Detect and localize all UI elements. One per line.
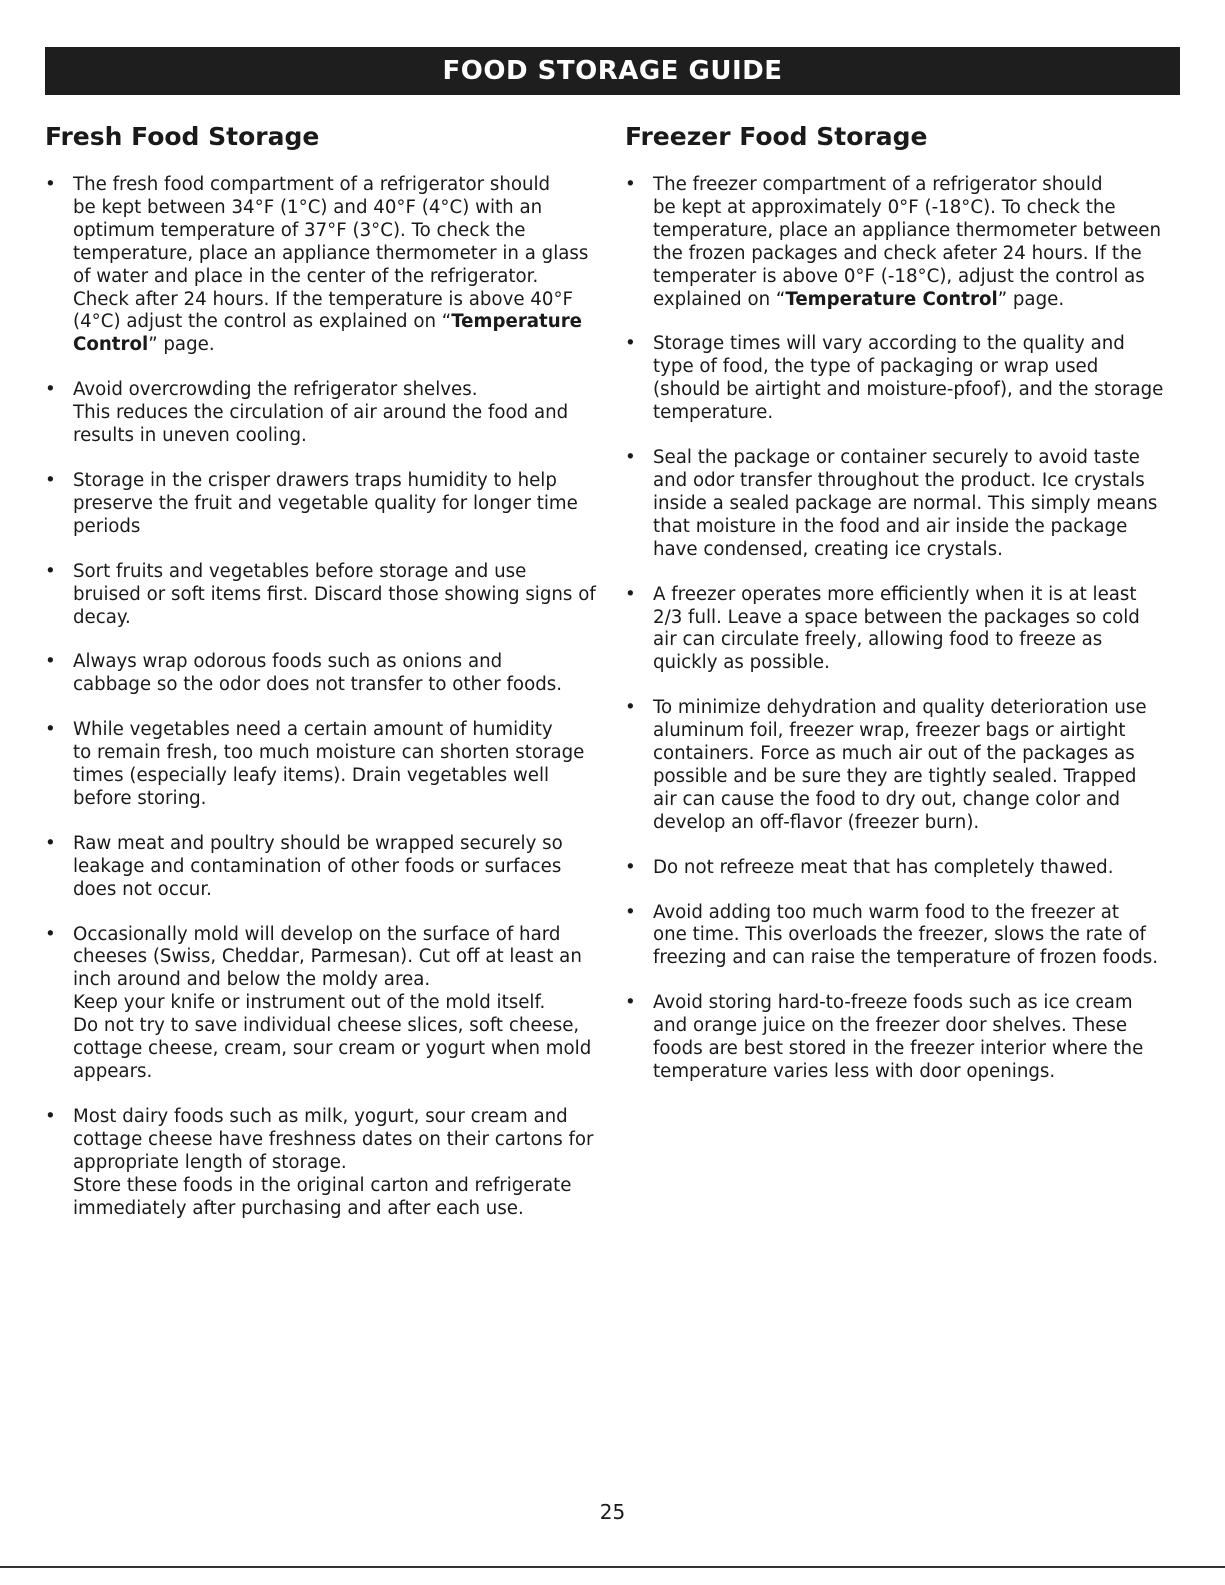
freezer-food-list — [625, 174, 1180, 1084]
freezer-food-heading: Freezer Food Storage — [625, 122, 928, 151]
fresh-food-list — [45, 174, 605, 1220]
list-item: • The fresh food compartment of a refrigerator should be kept between 34°F (1°C) and 40°F (4°C) with an optimum temperature of 37°F (3°C). To check the temperature, place an appliance thermometer in a glass of water and place in the center of the refrigerator. Check after 24 hours. If the temperature is above 40°F (4°C) adjust the control as explained on “Temperature Control” page. — [45, 174, 605, 357]
list-item: • Most dairy foods such as milk, yogurt, sour cream and cottage cheese have freshness dates on their cartons for appropriate length of storage. Store these foods in the original carton and refrigerate immediately after purchasing and after each use. — [45, 1106, 605, 1221]
list-item: • Avoid storing hard-to-freeze foods such as ice cream and orange juice on the freezer door shelves. These foods are best stored in the freezer interior where the temperature varies less with door openings. — [625, 992, 1180, 1084]
list-item: • While vegetables need a certain amount of humidity to remain fresh, too much moisture can shorten storage times (especially leafy items). Drain vegetables well before storing. — [45, 719, 605, 811]
list-item: • To minimize dehydration and quality deterioration use aluminum foil, freezer wrap, freezer bags or airtight containers. Force as much air out of the packages as possible and be sure they are tightly sealed. Trapped air can cause the food to dry out, change color and develop an off-flavor (freezer burn). — [625, 697, 1180, 834]
list-item: • Avoid adding too much warm food to the freezer at one time. This overloads the freezer, slows the rate of freezing and can raise the temperature of frozen foods. — [625, 902, 1180, 971]
freezer-food-section — [625, 120, 1180, 1106]
list-item: • Avoid overcrowding the refrigerator shelves. This reduces the circulation of air around the food and results in uneven cooling. — [45, 379, 605, 448]
page-title: FOOD STORAGE GUIDE — [442, 56, 783, 86]
list-item: • Occasionally mold will develop on the surface of hard cheeses (Swiss, Cheddar, Parmesan). Cut off at least an inch around and below the moldy area. Keep your knife or instrument out of the mold itself. Do not try to save individual cheese slices, soft cheese, cottage cheese, cream, sour cream or yogurt when mold appears. — [45, 924, 605, 1084]
list-item: • Sort fruits and vegetables before storage and use bruised or soft items first. Discard those showing signs of decay. — [45, 561, 605, 630]
fresh-food-section — [45, 120, 605, 1242]
page-header-bar — [45, 47, 1180, 95]
list-item: • Storage in the crisper drawers traps humidity to help preserve the fruit and vegetable quality for longer time periods — [45, 470, 605, 539]
temperature-control-reference: Control — [73, 334, 149, 356]
list-item: • Do not refreeze meat that has completely thawed. — [625, 857, 1180, 880]
list-item: • A freezer operates more efficiently when it is at least 2/3 full. Leave a space between the packages so cold air can circulate freely, allowing food to freeze as quickly as possible. — [625, 584, 1180, 676]
list-item: • Always wrap odorous foods such as onions and cabbage so the odor does not transfer to other foods. — [45, 651, 605, 697]
list-item: • The freezer compartment of a refrigerator should be kept at approximately 0°F (-18°C). To check the temperature, place an appliance thermometer between the frozen packages and check afeter 24 hours. If the temperater is above 0°F (-18°C), adjust the control as explained on “Temperature Control” page. — [625, 174, 1180, 311]
list-item: • Storage times will vary according to the quality and type of food, the type of packaging or wrap used (should be airtight and moisture-pfoof), and the storage temperature. — [625, 333, 1180, 425]
list-item: • Raw meat and poultry should be wrapped securely so leakage and contamination of other foods or surfaces does not occur. — [45, 833, 605, 902]
list-item: • Seal the package or container securely to avoid taste and odor transfer throughout the product. Ice crystals inside a sealed package are normal. This simply means that moisture in the food and air inside the package have condensed, creating ice crystals. — [625, 447, 1180, 562]
bottom-divider — [0, 1566, 1225, 1568]
temperature-control-reference: Temperature — [451, 311, 583, 333]
temperature-control-reference: Temperature Control — [785, 288, 998, 310]
page-number: 25 — [599, 1500, 626, 1524]
fresh-food-heading: Fresh Food Storage — [45, 122, 320, 151]
